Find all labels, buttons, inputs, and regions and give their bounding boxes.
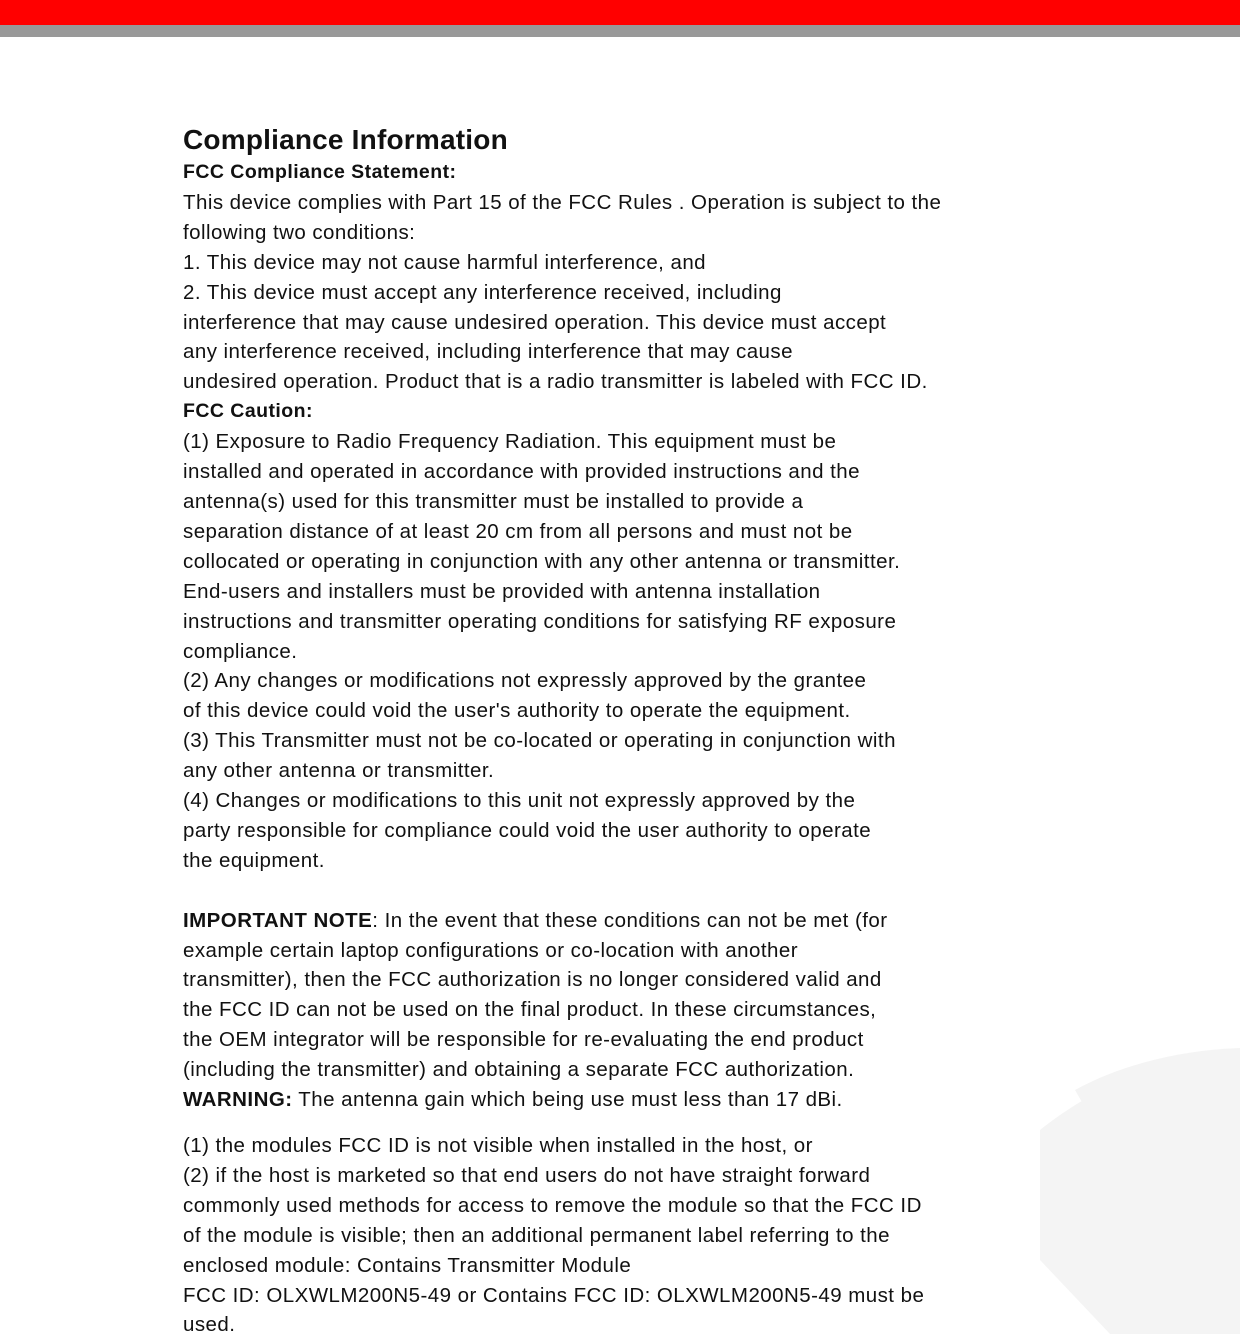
text-line — [183, 965, 1183, 995]
line-text: (4) Changes or modifications to this unit not expressly approved by the — [183, 789, 856, 813]
line-text: (2) if the host is marketed so that end users do not have straight forward — [183, 1163, 871, 1187]
line-text: : In the event that these conditions can not be met (for — [372, 908, 888, 932]
text-line — [183, 1131, 1183, 1161]
line-text: interference that may cause undesired operation. This device must accept — [183, 310, 887, 334]
line-text: enclosed module: Contains Transmitter Module — [183, 1253, 632, 1277]
line-text: commonly used methods for access to remove the module so that the FCC ID — [183, 1193, 922, 1217]
text-line — [183, 337, 1183, 367]
line-text: transmitter), then the FCC authorization is no longer considered valid and — [183, 968, 882, 992]
line-text: any interference received, including interference that may cause — [183, 340, 793, 364]
section-heading — [183, 397, 1183, 427]
line-text: FCC Caution: — [183, 400, 313, 423]
compliance-document — [183, 122, 1183, 1340]
text-line — [183, 726, 1183, 756]
text-line — [183, 786, 1183, 816]
text-line — [183, 1191, 1183, 1221]
text-line — [183, 936, 1183, 966]
line-text: FCC Compliance Statement: — [183, 161, 457, 183]
text-line — [183, 547, 1183, 577]
text-line — [183, 457, 1183, 487]
header-red-bar — [0, 0, 1240, 25]
line-text: instructions and transmitter operating conditions for satisfying RF exposure — [183, 609, 897, 633]
line-text: the FCC ID can not be used on the final product. In these circumstances, — [183, 998, 877, 1022]
document-body — [183, 158, 1183, 1340]
text-line — [183, 577, 1183, 607]
line-text: End-users and installers must be provided with antenna installation — [183, 579, 821, 603]
line-text: This device complies with Part 15 of the FCC Rules . Operation is subject to the — [183, 190, 942, 214]
header-gray-bar — [0, 25, 1240, 37]
text-line — [183, 696, 1183, 726]
line-text: (1) the modules FCC ID is not visible when installed in the host, or — [183, 1133, 813, 1157]
text-line — [183, 427, 1183, 457]
line-text: used. — [183, 1313, 236, 1337]
text-line — [183, 248, 1183, 278]
line-text: The antenna gain which being use must less than 17 dBi. — [292, 1088, 843, 1112]
line-text: installed and operated in accordance with provided instructions and the — [183, 460, 860, 484]
text-line — [183, 846, 1183, 876]
text-line — [183, 1281, 1183, 1311]
text-line — [183, 218, 1183, 248]
line-text: the OEM integrator will be responsible for re-evaluating the end product — [183, 1028, 864, 1052]
text-line — [183, 995, 1183, 1025]
line-text: of this device could void the user's authority to operate the equipment. — [183, 699, 851, 723]
text-line — [183, 607, 1183, 637]
text-line — [183, 367, 1183, 397]
line-text: (2) Any changes or modifications not expressly approved by the grantee — [183, 669, 867, 693]
line-text: separation distance of at least 20 cm from all persons and must not be — [183, 519, 853, 543]
line-text: collocated or operating in conjunction with any other antenna or transmitter. — [183, 549, 901, 573]
line-text: party responsible for compliance could void the user authority to operate — [183, 818, 872, 842]
text-line — [183, 1025, 1183, 1055]
line-text: any other antenna or transmitter. — [183, 759, 495, 783]
line-text: antenna(s) used for this transmitter must be installed to provide a — [183, 489, 804, 513]
line-text: undesired operation. Product that is a radio transmitter is labeled with FCC ID. — [183, 370, 928, 394]
text-line — [183, 1161, 1183, 1191]
text-line — [183, 188, 1183, 218]
text-line — [183, 1221, 1183, 1251]
text-line — [183, 637, 1183, 667]
bold-label: IMPORTANT NOTE — [183, 908, 373, 932]
bold-label: WARNING: — [183, 1088, 293, 1112]
text-line — [183, 1310, 1183, 1340]
text-line — [183, 906, 1183, 936]
line-text: (3) This Transmitter must not be co-located or operating in conjunction with — [183, 729, 896, 753]
text-line — [183, 278, 1183, 308]
line-text: 1. This device may not cause harmful interference, and — [183, 250, 707, 274]
line-text: of the module is visible; then an additional permanent label referring to the — [183, 1223, 891, 1247]
text-line — [183, 1251, 1183, 1281]
text-line — [183, 816, 1183, 846]
text-line — [183, 487, 1183, 517]
line-text: example certain laptop configurations or co-location with another — [183, 938, 798, 962]
text-line — [183, 666, 1183, 696]
page-title: Compliance Information — [183, 124, 508, 155]
text-line — [183, 517, 1183, 547]
text-line — [183, 308, 1183, 338]
text-line — [183, 1055, 1183, 1085]
line-text: FCC ID: OLXWLM200N5-49 or Contains FCC ID: OLXWLM200N5-49 must be — [183, 1283, 925, 1307]
line-text: (1) Exposure to Radio Frequency Radiation. This equipment must be — [183, 430, 837, 454]
spacer — [183, 1115, 1183, 1131]
section-heading — [183, 158, 1183, 188]
blank-line — [183, 876, 1183, 906]
line-text: (including the transmitter) and obtaining a separate FCC authorization. — [183, 1058, 855, 1082]
line-text: the equipment. — [183, 848, 325, 872]
line-text: following two conditions: — [183, 220, 416, 244]
line-text: compliance. — [183, 639, 298, 663]
line-text: 2. This device must accept any interference received, including — [183, 280, 782, 304]
text-line — [183, 756, 1183, 786]
text-line — [183, 1085, 1183, 1115]
